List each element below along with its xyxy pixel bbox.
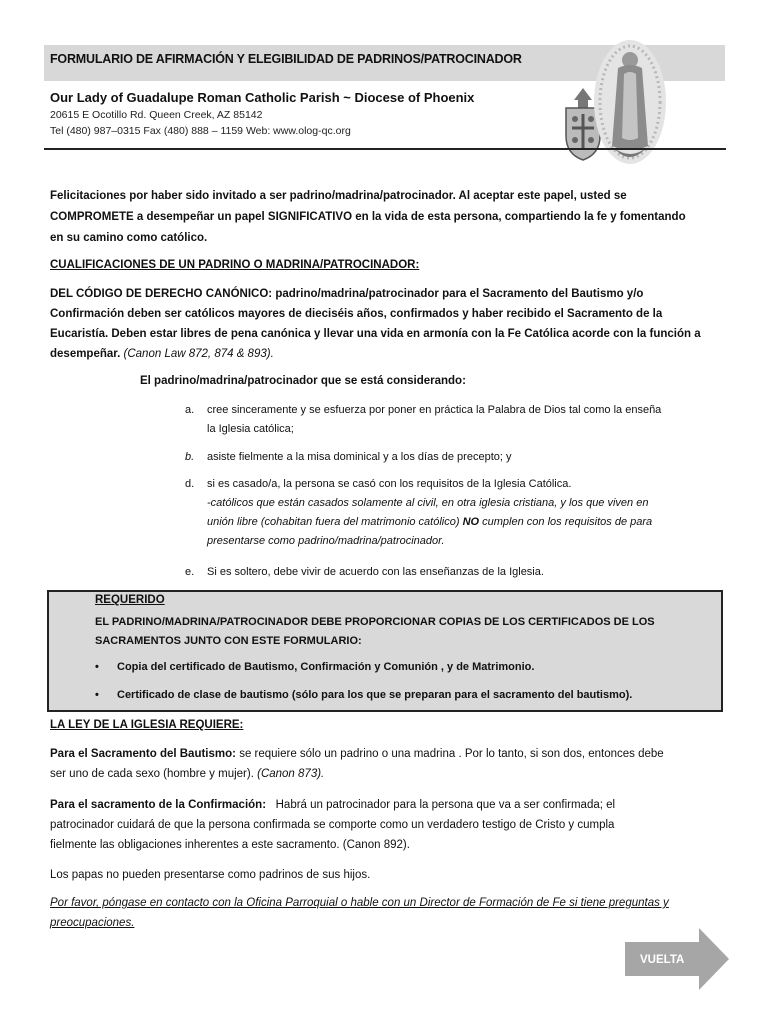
canon-line-4 — [50, 344, 726, 365]
baptism-line-1-text: se requiere sólo un padrino o una madrina . Por lo tanto, si son dos, entonces debe — [239, 748, 664, 760]
list-item-a — [185, 401, 730, 439]
baptism-reference: (Canon 873). — [257, 768, 325, 780]
bullet-icon: • — [95, 661, 99, 673]
list-marker: b. — [185, 451, 195, 463]
list-item-d — [185, 475, 730, 551]
parish-address: 20615 E Ocotillo Rd. Queen Creek, AZ 85142 — [50, 109, 263, 121]
list-item-d-line-1: si es casado/a, la persona se casó con los requisitos de la Iglesia Católica. — [207, 478, 572, 490]
required-bullet-1-text: Copia del certificado de Bautismo, Confirmación y Comunión , y de Matrimonio. — [117, 661, 535, 673]
contact-note-line-2[interactable]: preocupaciones. — [50, 917, 135, 929]
list-item-d-line-2: -católicos que están casados solamente al civil, en otra iglesia cristiana, y los que viven en — [207, 497, 649, 509]
required-line-2: SACRAMENTOS JUNTO CON ESTE FORMULARIO: — [95, 635, 362, 647]
bullet-icon: • — [95, 689, 99, 701]
header-divider — [44, 148, 726, 150]
baptism-label: Para el Sacramento del Bautismo: — [50, 748, 236, 760]
list-marker: a. — [185, 404, 195, 416]
canon-line-4-text: desempeñar. — [50, 348, 121, 360]
list-item-e-line-1: Si es soltero, debe vivir de acuerdo con las enseñanzas de la Iglesia. — [207, 566, 544, 578]
intro-line-1: Felicitaciones por haber sido invitado a ser padrino/madrina/patrocinador. Al aceptar este papel, usted se — [50, 190, 627, 202]
intro-line-2: COMPROMETE a desempeñar un papel SIGNIFICATIVO en la vida de esta persona, compartiendo la fe y fomentando — [50, 211, 686, 223]
required-line-1: EL PADRINO/MADRINA/PATROCINADOR DEBE PROPORCIONAR COPIAS DE LOS CERTIFICADOS DE LOS — [95, 616, 655, 628]
required-title: REQUERIDO — [95, 594, 165, 606]
law-heading: LA LEY DE LA IGLESIA REQUIERE: — [50, 719, 244, 731]
confirmation-line-3: fielmente las obligaciones inherentes a este sacramento. (Canon 892). — [50, 839, 410, 851]
list-marker: e. — [185, 566, 195, 578]
canon-line-2: Confirmación deben ser católicos mayores de dieciséis años, confirmados y haber recibido el Sacramento de la — [50, 308, 663, 320]
canon-line-1: DEL CÓDIGO DE DERECHO CANÓNICO: padrino/madrina/patrocinador para el Sacramento del Bautismo y/o — [50, 288, 644, 300]
intro-line-3: en su camino como católico. — [50, 232, 208, 244]
required-bullet-2-text: Certificado de clase de bautismo (sólo para los que se preparan para el sacramento del bautismo). — [117, 689, 633, 701]
required-text — [95, 613, 705, 651]
list-item-d-line-4: presentarse como padrino/madrina/patrocinador. — [207, 535, 445, 547]
contact-note-line-1[interactable]: Por favor, póngase en contacto con la Oficina Parroquial o hable con un Director de Formación de Fe si tiene preguntas y — [50, 897, 669, 909]
baptism-line-2 — [50, 764, 726, 785]
confirmation-line-1 — [50, 795, 726, 816]
required-bullet-2 — [95, 689, 632, 701]
confirmation-line-2: patrocinador cuidará de que la persona confirmada se comporte como un verdadero testigo de Cristo y cumpla — [50, 819, 615, 831]
form-title: FORMULARIO DE AFIRMACIÓN Y ELEGIBILIDAD DE PADRINOS/PATROCINADOR — [50, 52, 522, 66]
parish-contact: Tel (480) 987–0315 Fax (480) 888 – 1159 Web: www.olog-qc.org — [50, 125, 351, 137]
baptism-line-1 — [50, 744, 726, 765]
list-item-a-line-1: cree sinceramente y se esfuerza por poner en práctica la Palabra de Dios tal como la enseña — [207, 404, 662, 416]
list-item-d-line-3c: cumplen con los requisitos de para — [482, 516, 653, 528]
qualifications-heading: CUALIFICACIONES DE UN PADRINO O MADRINA/PATROCINADOR: — [50, 259, 420, 271]
list-item-d-line-3 — [207, 513, 730, 532]
considering-label: El padrino/madrina/patrocinador que se está considerando: — [140, 375, 466, 387]
list-marker: d. — [185, 478, 195, 490]
list-item-e — [185, 563, 730, 582]
list-item-d-line-3a: unión libre (cohabitan fuera del matrimonio católico) — [207, 516, 460, 528]
list-item-b-line-1: asiste fielmente a la misa dominical y a los días de precepto; y — [207, 451, 512, 463]
confirmation-line-1-text: Habrá un patrocinador para la persona que va a ser confirmada; el — [275, 799, 616, 811]
parents-note: Los papas no pueden presentarse como padrinos de sus hijos. — [50, 869, 371, 881]
confirmation-label: Para el sacramento de la Confirmación: — [50, 799, 267, 811]
back-button-label[interactable]: VUELTA — [640, 954, 685, 966]
canon-reference: (Canon Law 872, 874 & 893). — [123, 348, 274, 360]
canon-line-3: Eucaristía. Deben estar libres de pena canónica y llevar una vida en armonía con la Fe Católica acorde con la función a — [50, 328, 701, 340]
required-bullet-1 — [95, 661, 534, 673]
list-item-d-no: NO — [462, 516, 480, 528]
baptism-line-2-text: ser uno de cada sexo (hombre y mujer). — [50, 768, 254, 780]
list-item-b — [185, 448, 730, 467]
parish-name: Our Lady of Guadalupe Roman Catholic Parish ~ Diocese of Phoenix — [50, 90, 475, 105]
list-item-a-line-2: la Iglesia católica; — [207, 423, 294, 435]
